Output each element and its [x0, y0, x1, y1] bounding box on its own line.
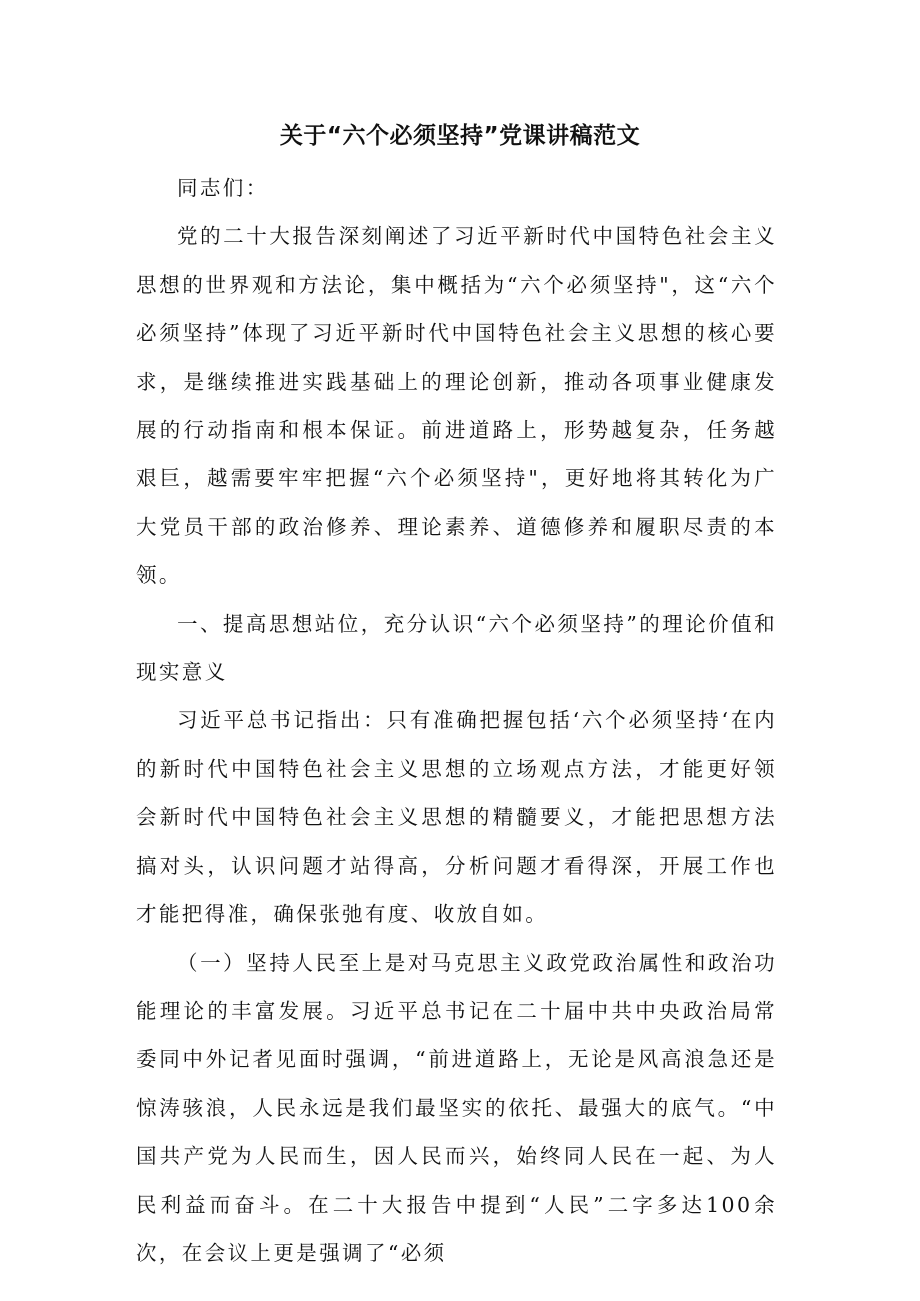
section-heading-one: 一、提高思想站位，充分认识“六个必须坚持”的理论价值和现实意义 [136, 611, 777, 685]
document-title: 关于“六个必须坚持”党课讲稿范文 [279, 123, 641, 149]
subsection-paragraph-one: （一）坚持人民至上是对马克思主义政党政治属性和政治功能理论的丰富发展。习近平总书记在二十届中共中央政治局常委同中外记者见面时强调，“前进道路上，无论是风高浪急还是惊涛骇浪，人民永远是我们最坚实的依托、最强大的底气。“中国共产党为人民而生，因人民而兴，始终同人民在一起、为人民利益而奋斗。在二十大报告中提到“人民”二字多达100余次，在会议上更是强调了“必须 [136, 950, 777, 1265]
quote-paragraph: 习近平总书记指出：只有准确把握包括‘六个必须坚持‘在内的新时代中国特色社会主义思想的立场观点方法，才能更好领会新时代中国特色社会主义思想的精髓要义，才能把思想方法搞对头，认识问题才站得高，分析问题才看得深，开展工作也才能把得准，确保张弛有度、收放自如。 [136, 708, 777, 927]
intro-paragraph: 党的二十大报告深刻阐述了习近平新时代中国特色社会主义思想的世界观和方法论，集中概括为“六个必须坚持"，这“六个必须坚持”体现了习近平新时代中国特色社会主义思想的核心要求，是继续推进实践基础上的理论创新，推动各项事业健康发展的行动指南和根本保证。前进道路上，形势越复杂，任务越艰巨，越需要牢牢把握“六个必须坚持"，更好地将其转化为广大党员干部的政治修养、理论素养、道德修养和履职尽责的本领。 [136, 224, 777, 588]
document-body [136, 164, 777, 1277]
salutation: 同志们： [177, 176, 269, 200]
